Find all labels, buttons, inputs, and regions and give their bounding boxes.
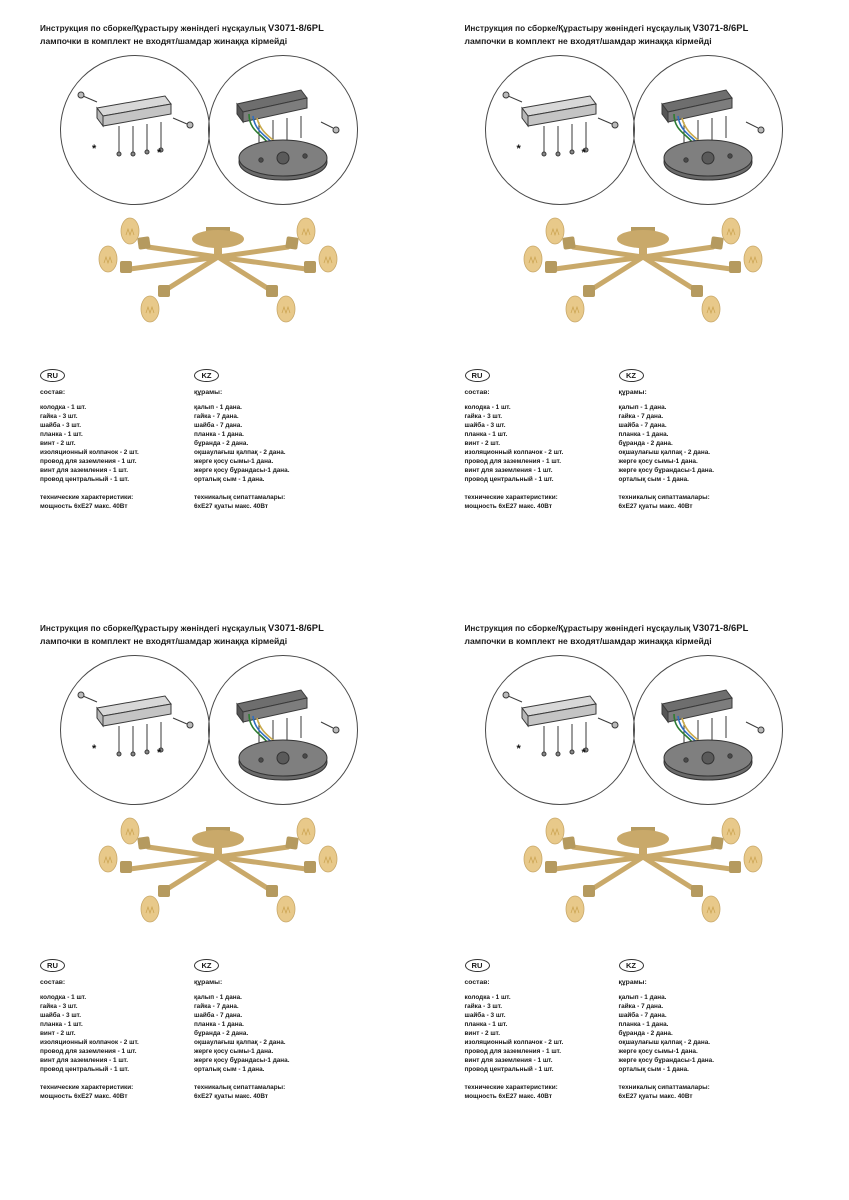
instruction-panel: [0, 0, 425, 600]
tech-value: 6хЕ27 қуаты макс. 40Вт: [618, 502, 693, 510]
spec-item: винт - 2 шт.: [464, 1029, 501, 1037]
spec-items-ru: [40, 993, 194, 1074]
panel-header-subtitle: лампочки в комплект не входят/шамдар жинаққа кірмейді: [40, 36, 288, 46]
spec-block: [465, 365, 830, 511]
header-model-code: V3071-8/6PL: [268, 22, 324, 33]
header-title-text: Инструкция по сборке/Құрастыру жөніндегі нұсқаулық: [464, 24, 691, 33]
spec-item: шайба - 3 шт.: [40, 1011, 81, 1019]
spec-item: жерге қосу бұрандасы-1 дана.: [194, 1056, 290, 1064]
tech-block-ru: [465, 493, 619, 511]
tech-title: техникалық сипаттамалары:: [194, 493, 286, 501]
spec-column-ru: [40, 365, 194, 511]
spec-item: оқшаулағыш қалпақ - 2 дана.: [194, 1038, 286, 1046]
spec-block: [465, 955, 830, 1101]
instruction-panel: [425, 600, 849, 1200]
spec-item: қалып - 1 дана.: [194, 993, 242, 1001]
spec-column-ru: [465, 955, 619, 1101]
spec-item: жерге қосу бұрандасы-1 дана.: [618, 466, 714, 474]
spec-title-kz: құрамы:: [618, 389, 647, 396]
spec-item: планка - 1 дана.: [194, 430, 244, 438]
diagram-group: [40, 651, 397, 811]
spec-column-kz: [194, 955, 348, 1101]
spec-items-ru: [465, 403, 619, 484]
tech-block-ru: [40, 1083, 194, 1101]
spec-item: гайка - 3 шт.: [40, 1002, 78, 1010]
tech-value: мощность 6хЕ27 макс. 40Вт: [40, 502, 128, 510]
spec-item: қалып - 1 дана.: [194, 403, 242, 411]
spec-item: провод центральный - 1 шт.: [464, 475, 554, 483]
spec-item: орталық сым - 1 дана.: [618, 475, 689, 483]
spec-item: жерге қосу бұрандасы-1 дана.: [618, 1056, 714, 1064]
tech-block-kz: [619, 1083, 773, 1101]
spec-item: жерге қосу сымы-1 дана.: [194, 1047, 274, 1055]
spec-item: жерге қосу бұрандасы-1 дана.: [194, 466, 290, 474]
star-mark-left: *: [516, 743, 521, 755]
spec-item: шайба - 3 шт.: [40, 421, 81, 429]
header-title-text: Инструкция по сборке/Құрастыру жөніндегі нұсқаулық: [40, 624, 266, 633]
spec-item: бұранда - 2 дана.: [194, 439, 249, 447]
star-mark-left: *: [92, 143, 97, 155]
header-title-text: Инструкция по сборке/Құрастыру жөніндегі нұсқаулық: [464, 624, 691, 633]
language-badge-kz: KZ: [194, 369, 219, 382]
panel-header-subtitle: лампочки в комплект не входят/шамдар жинаққа кірмейді: [40, 636, 288, 646]
star-mark-right: *: [157, 747, 162, 759]
spec-item: изоляционный колпачок - 2 шт.: [40, 1038, 139, 1046]
diagram-group: [465, 651, 822, 811]
spec-item: бұранда - 2 дана.: [618, 1029, 673, 1037]
tech-value: 6хЕ27 қуаты макс. 40Вт: [194, 1092, 269, 1100]
language-badge-ru: RU: [465, 959, 490, 972]
spec-item: планка - 1 шт.: [40, 430, 83, 438]
star-mark-left: *: [516, 143, 521, 155]
language-badge-ru: RU: [40, 959, 65, 972]
diagram-group: [465, 51, 822, 211]
spec-item: гайка - 3 шт.: [40, 412, 78, 420]
tech-block-ru: [465, 1083, 619, 1101]
spec-item: планка - 1 дана.: [618, 430, 669, 438]
mounting-bracket-diagram: [485, 655, 635, 805]
spec-item: провод для заземления - 1 шт.: [464, 1047, 562, 1055]
tech-value: 6хЕ27 қуаты макс. 40Вт: [194, 502, 269, 510]
spec-item: шайба - 7 дана.: [194, 1011, 243, 1019]
instruction-panel: [425, 0, 849, 600]
spec-items-kz: [619, 993, 773, 1074]
spec-item: винт - 2 шт.: [464, 439, 501, 447]
panel-header-title: [465, 622, 822, 635]
spec-item: планка - 1 шт.: [464, 430, 508, 438]
spec-item: винт для заземления - 1 шт.: [40, 1056, 128, 1064]
diagram-group: [40, 51, 397, 211]
mounting-bracket-diagram: [60, 55, 210, 205]
panel-header-title: [465, 22, 822, 35]
spec-item: гайка - 7 дана.: [618, 412, 664, 420]
tech-title: техникалық сипаттамалары:: [194, 1083, 286, 1091]
spec-item: провод центральный - 1 шт.: [464, 1065, 554, 1073]
spec-title-ru: состав:: [464, 979, 490, 986]
spec-item: қалып - 1 дана.: [618, 403, 667, 411]
language-badge-kz: KZ: [619, 369, 644, 382]
tech-block-ru: [40, 493, 194, 511]
spec-item: изоляционный колпачок - 2 шт.: [40, 448, 139, 456]
spec-item: провод центральный - 1 шт.: [40, 475, 130, 483]
spec-items-kz: [194, 993, 348, 1074]
spec-column-kz: [619, 955, 773, 1101]
panel-header-subtitle: лампочки в комплект не входят/шамдар жинаққа кірмейді: [464, 36, 712, 46]
spec-item: винт - 2 шт.: [40, 1029, 76, 1037]
star-mark-left: *: [92, 743, 97, 755]
tech-title: технические характеристики:: [40, 493, 134, 501]
spec-title-kz: құрамы:: [194, 979, 223, 986]
spec-item: орталық сым - 1 дана.: [194, 475, 265, 483]
sputnik-ceiling-lamp-illustration: [465, 817, 822, 967]
tech-block-kz: [194, 493, 348, 511]
spec-item: шайба - 7 дана.: [618, 1011, 667, 1019]
spec-block: [40, 365, 405, 511]
spec-title-kz: құрамы:: [618, 979, 647, 986]
spec-item: провод центральный - 1 шт.: [40, 1065, 130, 1073]
spec-item: шайба - 7 дана.: [618, 421, 667, 429]
spec-item: провод для заземления - 1 шт.: [40, 1047, 137, 1055]
spec-item: колодка - 1 шт.: [40, 993, 87, 1001]
spec-item: оқшаулағыш қалпақ - 2 дана.: [618, 1038, 711, 1046]
spec-column-kz: [194, 365, 348, 511]
wiring-canopy-diagram: [633, 55, 783, 205]
panel-header-subtitle: лампочки в комплект не входят/шамдар жинаққа кірмейді: [464, 636, 712, 646]
spec-item: планка - 1 шт.: [40, 1020, 83, 1028]
tech-value: мощность 6хЕ27 макс. 40Вт: [464, 1092, 552, 1100]
spec-item: гайка - 3 шт.: [464, 1002, 503, 1010]
spec-item: жерге қосу сымы-1 дана.: [194, 457, 274, 465]
tech-block-kz: [619, 493, 773, 511]
spec-item: планка - 1 шт.: [464, 1020, 508, 1028]
spec-item: шайба - 7 дана.: [194, 421, 243, 429]
spec-title-ru: состав:: [464, 389, 490, 396]
spec-item: қалып - 1 дана.: [618, 993, 667, 1001]
spec-items-ru: [465, 993, 619, 1074]
tech-title: техникалық сипаттамалары:: [618, 493, 710, 501]
sputnik-ceiling-lamp-illustration: [465, 217, 822, 367]
tech-title: технические характеристики:: [464, 1083, 558, 1091]
wiring-canopy-diagram: [633, 655, 783, 805]
mounting-bracket-diagram: [60, 655, 210, 805]
spec-item: провод для заземления - 1 шт.: [464, 457, 562, 465]
spec-block: [40, 955, 405, 1101]
star-mark-right: *: [581, 747, 586, 759]
wiring-canopy-diagram: [208, 655, 358, 805]
header-model-code: V3071-8/6PL: [692, 622, 749, 633]
tech-title: техникалық сипаттамалары:: [618, 1083, 710, 1091]
language-badge-ru: RU: [465, 369, 490, 382]
wiring-canopy-diagram: [208, 55, 358, 205]
tech-block-kz: [194, 1083, 348, 1101]
star-mark-right: *: [157, 147, 162, 159]
header-title-text: Инструкция по сборке/Құрастыру жөніндегі нұсқаулық: [40, 24, 266, 33]
sputnik-ceiling-lamp-illustration: [40, 817, 397, 967]
panel-header-title: [40, 22, 397, 35]
header-model-code: V3071-8/6PL: [692, 22, 749, 33]
header-model-code: V3071-8/6PL: [268, 622, 324, 633]
spec-title-ru: состав:: [40, 979, 66, 986]
language-badge-kz: KZ: [194, 959, 219, 972]
spec-item: колодка - 1 шт.: [40, 403, 87, 411]
panel-header-title: [40, 622, 397, 635]
spec-item: винт для заземления - 1 шт.: [40, 466, 128, 474]
spec-title-kz: құрамы:: [194, 389, 223, 396]
spec-item: изоляционный колпачок - 2 шт.: [464, 448, 564, 456]
spec-item: колодка - 1 шт.: [464, 403, 511, 411]
spec-item: бұранда - 2 дана.: [618, 439, 673, 447]
spec-item: орталық сым - 1 дана.: [618, 1065, 689, 1073]
spec-item: шайба - 3 шт.: [464, 421, 506, 429]
spec-item: планка - 1 дана.: [194, 1020, 244, 1028]
spec-item: шайба - 3 шт.: [464, 1011, 506, 1019]
spec-title-ru: состав:: [40, 389, 66, 396]
language-badge-kz: KZ: [619, 959, 644, 972]
star-mark-right: *: [581, 147, 586, 159]
spec-item: оқшаулағыш қалпақ - 2 дана.: [618, 448, 711, 456]
spec-item: гайка - 7 дана.: [194, 412, 239, 420]
spec-item: провод для заземления - 1 шт.: [40, 457, 137, 465]
tech-title: технические характеристики:: [40, 1083, 134, 1091]
spec-item: винт для заземления - 1 шт.: [464, 1056, 553, 1064]
mounting-bracket-diagram: [485, 55, 635, 205]
tech-value: мощность 6хЕ27 макс. 40Вт: [464, 502, 552, 510]
spec-item: винт - 2 шт.: [40, 439, 76, 447]
tech-value: 6хЕ27 қуаты макс. 40Вт: [618, 1092, 693, 1100]
spec-item: гайка - 7 дана.: [618, 1002, 664, 1010]
spec-items-ru: [40, 403, 194, 484]
tech-title: технические характеристики:: [464, 493, 558, 501]
spec-items-kz: [619, 403, 773, 484]
spec-item: изоляционный колпачок - 2 шт.: [464, 1038, 564, 1046]
language-badge-ru: RU: [40, 369, 65, 382]
sputnik-ceiling-lamp-illustration: [40, 217, 397, 367]
spec-item: орталық сым - 1 дана.: [194, 1065, 265, 1073]
spec-item: жерге қосу сымы-1 дана.: [618, 1047, 698, 1055]
tech-value: мощность 6хЕ27 макс. 40Вт: [40, 1092, 128, 1100]
spec-item: гайка - 3 шт.: [464, 412, 503, 420]
spec-item: гайка - 7 дана.: [194, 1002, 239, 1010]
spec-item: планка - 1 дана.: [618, 1020, 669, 1028]
spec-item: жерге қосу сымы-1 дана.: [618, 457, 698, 465]
spec-items-kz: [194, 403, 348, 484]
spec-column-ru: [465, 365, 619, 511]
spec-column-kz: [619, 365, 773, 511]
instruction-panel: [0, 600, 425, 1200]
spec-item: бұранда - 2 дана.: [194, 1029, 249, 1037]
spec-item: оқшаулағыш қалпақ - 2 дана.: [194, 448, 286, 456]
spec-item: колодка - 1 шт.: [464, 993, 511, 1001]
spec-item: винт для заземления - 1 шт.: [464, 466, 553, 474]
spec-column-ru: [40, 955, 194, 1101]
